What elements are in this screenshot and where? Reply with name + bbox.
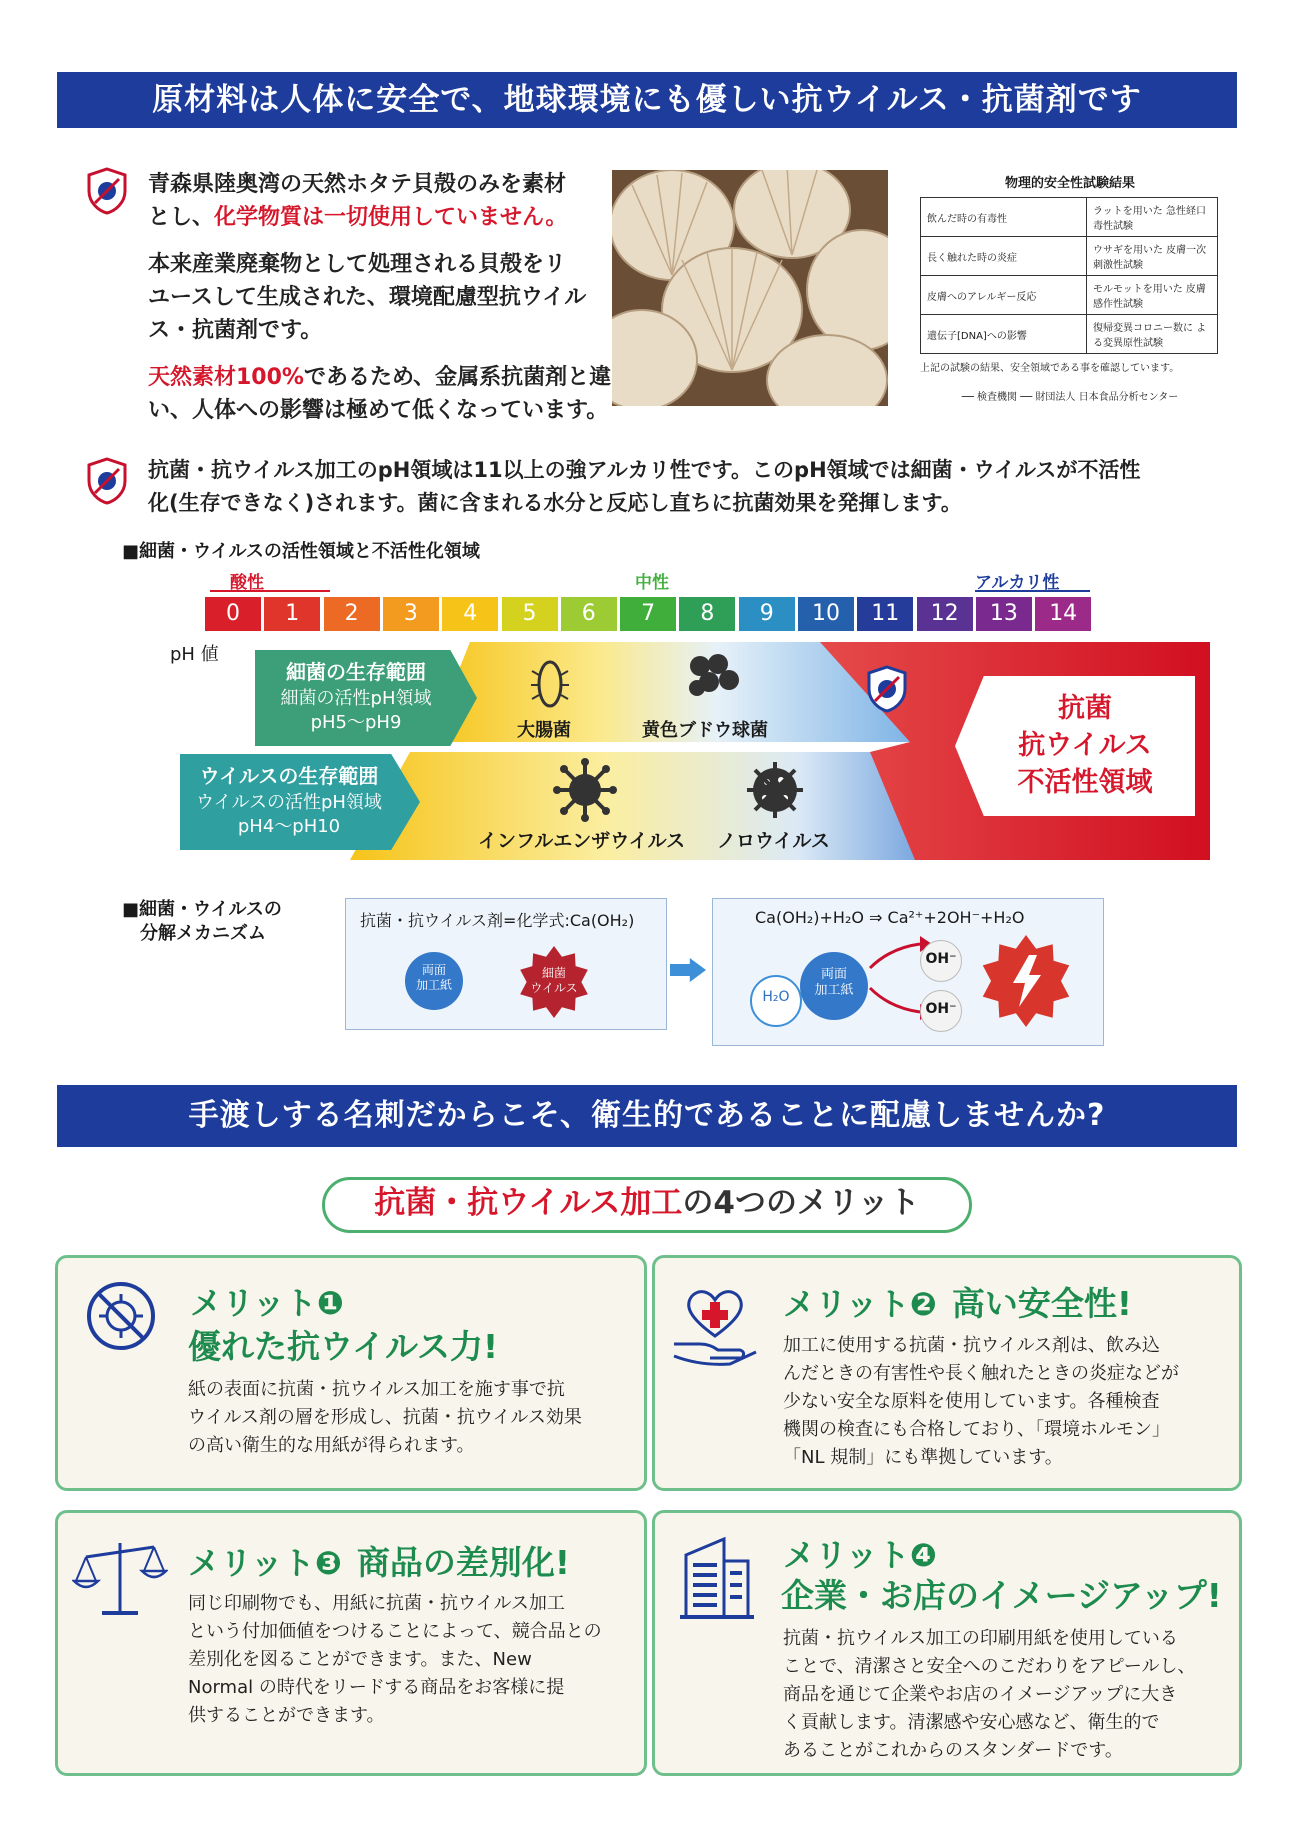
merit-3-line: Normal の時代をリードする商品をお客様に提: [188, 1677, 565, 1698]
merit-2-line: 少ない安全な原料を使用しています。各種検査: [783, 1391, 1160, 1412]
table-cell: モルモットを用いた 皮膚感作性試験: [1087, 276, 1218, 315]
ph-scale-cell: 7: [620, 597, 676, 631]
intro-line-2: とし、: [148, 205, 215, 230]
process-arrow: [670, 958, 706, 982]
table-cell: 皮膚へのアレルギー反応: [921, 276, 1087, 315]
acid-label: 酸性: [230, 573, 264, 593]
virus-range-title: ウイルスの生存範囲: [199, 764, 379, 788]
merit-2-title: 高い安全性!: [951, 1284, 1132, 1323]
staph-icon: [685, 652, 745, 702]
merit-4-line: あることがこれからのスタンダードです。: [783, 1740, 1123, 1761]
neutral-label: 中性: [635, 573, 669, 593]
merit-1-title: 優れた抗ウイルス力!: [188, 1327, 499, 1366]
merit-2-line: んだときの有害性や長く触れたときの炎症などが: [783, 1363, 1179, 1384]
virus-range-sub1: ウイルスの活性pH領域: [196, 792, 382, 813]
ecoli-label: 大腸菌: [517, 720, 571, 741]
ph-heading: ■細菌・ウイルスの活性領域と不活性化領域: [122, 541, 480, 562]
influenza-label: インフルエンザウイルス: [478, 830, 686, 852]
reuse-line-3: ス・抗菌剤です。: [148, 318, 323, 343]
safety-test-table: [920, 197, 1218, 354]
ph-intro-line-1: 抗菌・抗ウイルス加工のpH領域は11以上の強アルカリ性です。このpH領域では細菌・ウイルスが不活性: [148, 458, 1141, 482]
section1-banner: 原材料は人体に安全で、地球環境にも優しい抗ウイルス・抗菌剤です: [57, 72, 1237, 128]
mechanism-heading-2: 分解メカニズム: [140, 923, 266, 944]
ph-scale-cell: 8: [679, 597, 735, 631]
ph-scale-cell: 2: [324, 597, 380, 631]
merit-1-line: ウイルス剤の層を形成し、抗菌・抗ウイルス効果: [188, 1407, 582, 1428]
mechanism-heading-1: ■細菌・ウイルスの: [122, 899, 282, 920]
alkali-label: アルカリ性: [975, 573, 1060, 593]
ph-scale-cell: 5: [502, 597, 558, 631]
ph-scale-cell: 14: [1035, 597, 1091, 631]
section2-banner: 手渡しする名刺だからこそ、衛生的であることに配慮しませんか?: [57, 1085, 1237, 1147]
ecoli-icon: [530, 655, 570, 713]
reuse-line-1: 本来産業廃棄物として処理される貝殻をリ: [148, 252, 567, 277]
inactive-label-3: 不活性領域: [1017, 767, 1153, 798]
table-row: [921, 237, 1218, 276]
safety-table-title: 物理的安全性試験結果: [1004, 176, 1135, 191]
merit-2-line: 加工に使用する抗菌・抗ウイルス剤は、飲み込: [783, 1335, 1160, 1356]
acid-arrow: [210, 590, 330, 592]
table-row: [921, 198, 1218, 237]
no-virus-icon: [85, 1280, 157, 1352]
merit-4-line: 商品を通じて企業やお店のイメージアップに大き: [783, 1684, 1178, 1705]
ph-scale-cell: 11: [857, 597, 913, 631]
paper-label-1: 両面: [820, 967, 847, 982]
alkali-arrow: [975, 590, 1090, 592]
antivirus-shield-icon: [85, 167, 129, 215]
scallop-shells-photo: [612, 170, 888, 406]
germ-label-1: 細菌: [541, 966, 566, 980]
no-chemicals-text: 化学物質は一切使用していません。: [214, 205, 568, 230]
formula-1: 抗菌・抗ウイルス剤=化学式:Ca(OH₂): [360, 911, 635, 930]
natural-line-1: であるため、金属系抗菌剤と違: [303, 365, 612, 390]
merit-2-line: 「NL 規制」にも準拠しています。: [783, 1447, 1063, 1468]
ph-value-label: pH 値: [170, 644, 219, 665]
merit-1-line: 紙の表面に抗菌・抗ウイルス加工を施す事で抗: [188, 1379, 565, 1400]
virus-range-sub2: pH4〜pH10: [237, 816, 341, 837]
ph-scale-cell: 4: [442, 597, 498, 631]
hydroxide-label: OH⁻: [925, 1001, 957, 1017]
norovirus-icon: [745, 760, 805, 820]
paper-label-1: 両面: [421, 963, 446, 977]
ph-scale-cell: 13: [976, 597, 1032, 631]
norovirus-label: ノロウイルス: [717, 830, 830, 852]
merit-3-line: という付加価値をつけることによって、競合品との: [188, 1621, 602, 1642]
merit-4-line: く貢献します。清潔感や安心感など、衛生的で: [783, 1712, 1160, 1733]
inactive-label-1: 抗菌: [1058, 693, 1112, 724]
ph-scale-cell: 1: [264, 597, 320, 631]
balance-scale-icon: [72, 1535, 168, 1621]
table-cell: 復帰変異コロニー数に よる変異原性試験: [1087, 315, 1218, 354]
merit-1-tag: メリット❶: [190, 1284, 344, 1322]
safety-table-note: 上記の試験の結果、安全領域である事を確認しています。: [920, 363, 1180, 374]
table-cell: 長く触れた時の炎症: [921, 237, 1087, 276]
ph-scale-cell: 10: [798, 597, 854, 631]
natural-material-text: 天然素材100%: [148, 365, 304, 390]
merits-title-red: 抗菌・抗ウイルス加工: [374, 1185, 683, 1221]
safety-table-agency: ── 検査機関 ── 財団法人 日本食品分析センター: [961, 392, 1179, 403]
reuse-line-2: ユースして生成された、環境配慮型抗ウイル: [148, 285, 587, 310]
merit-2-line: 機関の検査にも合格しており、「環境ホルモン」: [783, 1419, 1170, 1440]
bacteria-range-sub2: pH5〜pH9: [310, 712, 402, 733]
office-building-icon: [680, 1535, 754, 1621]
table-cell: ウサギを用いた 皮膚一次刺激性試験: [1087, 237, 1218, 276]
merit-3-title: 商品の差別化!: [356, 1543, 570, 1582]
table-row: [921, 315, 1218, 354]
merits-title-dark: の4つのメリット: [682, 1185, 920, 1221]
water-label: H₂O: [762, 989, 790, 1005]
merit-1-line: の高い衛生的な用紙が得られます。: [188, 1435, 475, 1456]
hydroxide-label: OH⁻: [925, 951, 957, 967]
paper-label-2: 加工紙: [814, 983, 854, 998]
antivirus-shield-icon: [865, 665, 909, 713]
influenza-virus-icon: [553, 758, 617, 822]
bacteria-range-sub1: 細菌の活性pH領域: [280, 688, 432, 709]
natural-line-2: い、人体への影響は極めて低くなっています。: [148, 398, 609, 423]
merit-2-tag: メリット❷: [783, 1285, 937, 1323]
staph-label: 黄色ブドウ球菌: [642, 720, 768, 741]
ph-intro-line-2: 化(生存できなく)されます。菌に含まれる水分と反応し直ちに抗菌効果を発揮します。: [148, 491, 962, 515]
antivirus-shield-icon: [85, 457, 129, 505]
paper-label-2: 加工紙: [415, 978, 452, 992]
ph-scale-cell: 9: [739, 597, 795, 631]
merit-4-tag: メリット❹: [783, 1536, 937, 1574]
bacteria-range-title: 細菌の生存範囲: [286, 660, 426, 684]
table-cell: 飲んだ時の有毒性: [921, 198, 1087, 237]
merit-4-line: 抗菌・抗ウイルス加工の印刷用紙を使用している: [783, 1628, 1178, 1649]
ph-scale-cell: 3: [383, 597, 439, 631]
ph-scale-cell: 0: [205, 597, 261, 631]
formula-2: Ca(OH₂)+H₂O ⇒ Ca²⁺+2OH⁻+H₂O: [755, 908, 1025, 927]
merit-4-title: 企業・お店のイメージアップ!: [781, 1576, 1222, 1615]
inactive-label-2: 抗ウイルス: [1018, 730, 1152, 761]
table-cell: ラットを用いた 急性経口毒性試験: [1087, 198, 1218, 237]
table-row: [921, 276, 1218, 315]
ph-scale-cell: 6: [561, 597, 617, 631]
merit-3-line: 差別化を図ることができます。また、New: [188, 1649, 532, 1670]
intro-line-1: 青森県陸奥湾の天然ホタテ貝殻のみを素材: [148, 172, 567, 197]
merit-4-line: ことで、清潔さと安全へのこだわりをアピールし、: [783, 1656, 1196, 1677]
heart-hand-icon: [670, 1280, 760, 1366]
merit-3-line: 供することができます。: [188, 1705, 385, 1726]
ph-scale-cell: 12: [917, 597, 973, 631]
lightning-icon: [1005, 955, 1047, 1007]
merit-3-line: 同じ印刷物でも、用紙に抗菌・抗ウイルス加工: [188, 1593, 565, 1614]
table-cell: 遺伝子[DNA]への影響: [921, 315, 1087, 354]
merit-3-tag: メリット❸: [188, 1544, 342, 1582]
germ-label-2: ウイルス: [530, 981, 578, 995]
